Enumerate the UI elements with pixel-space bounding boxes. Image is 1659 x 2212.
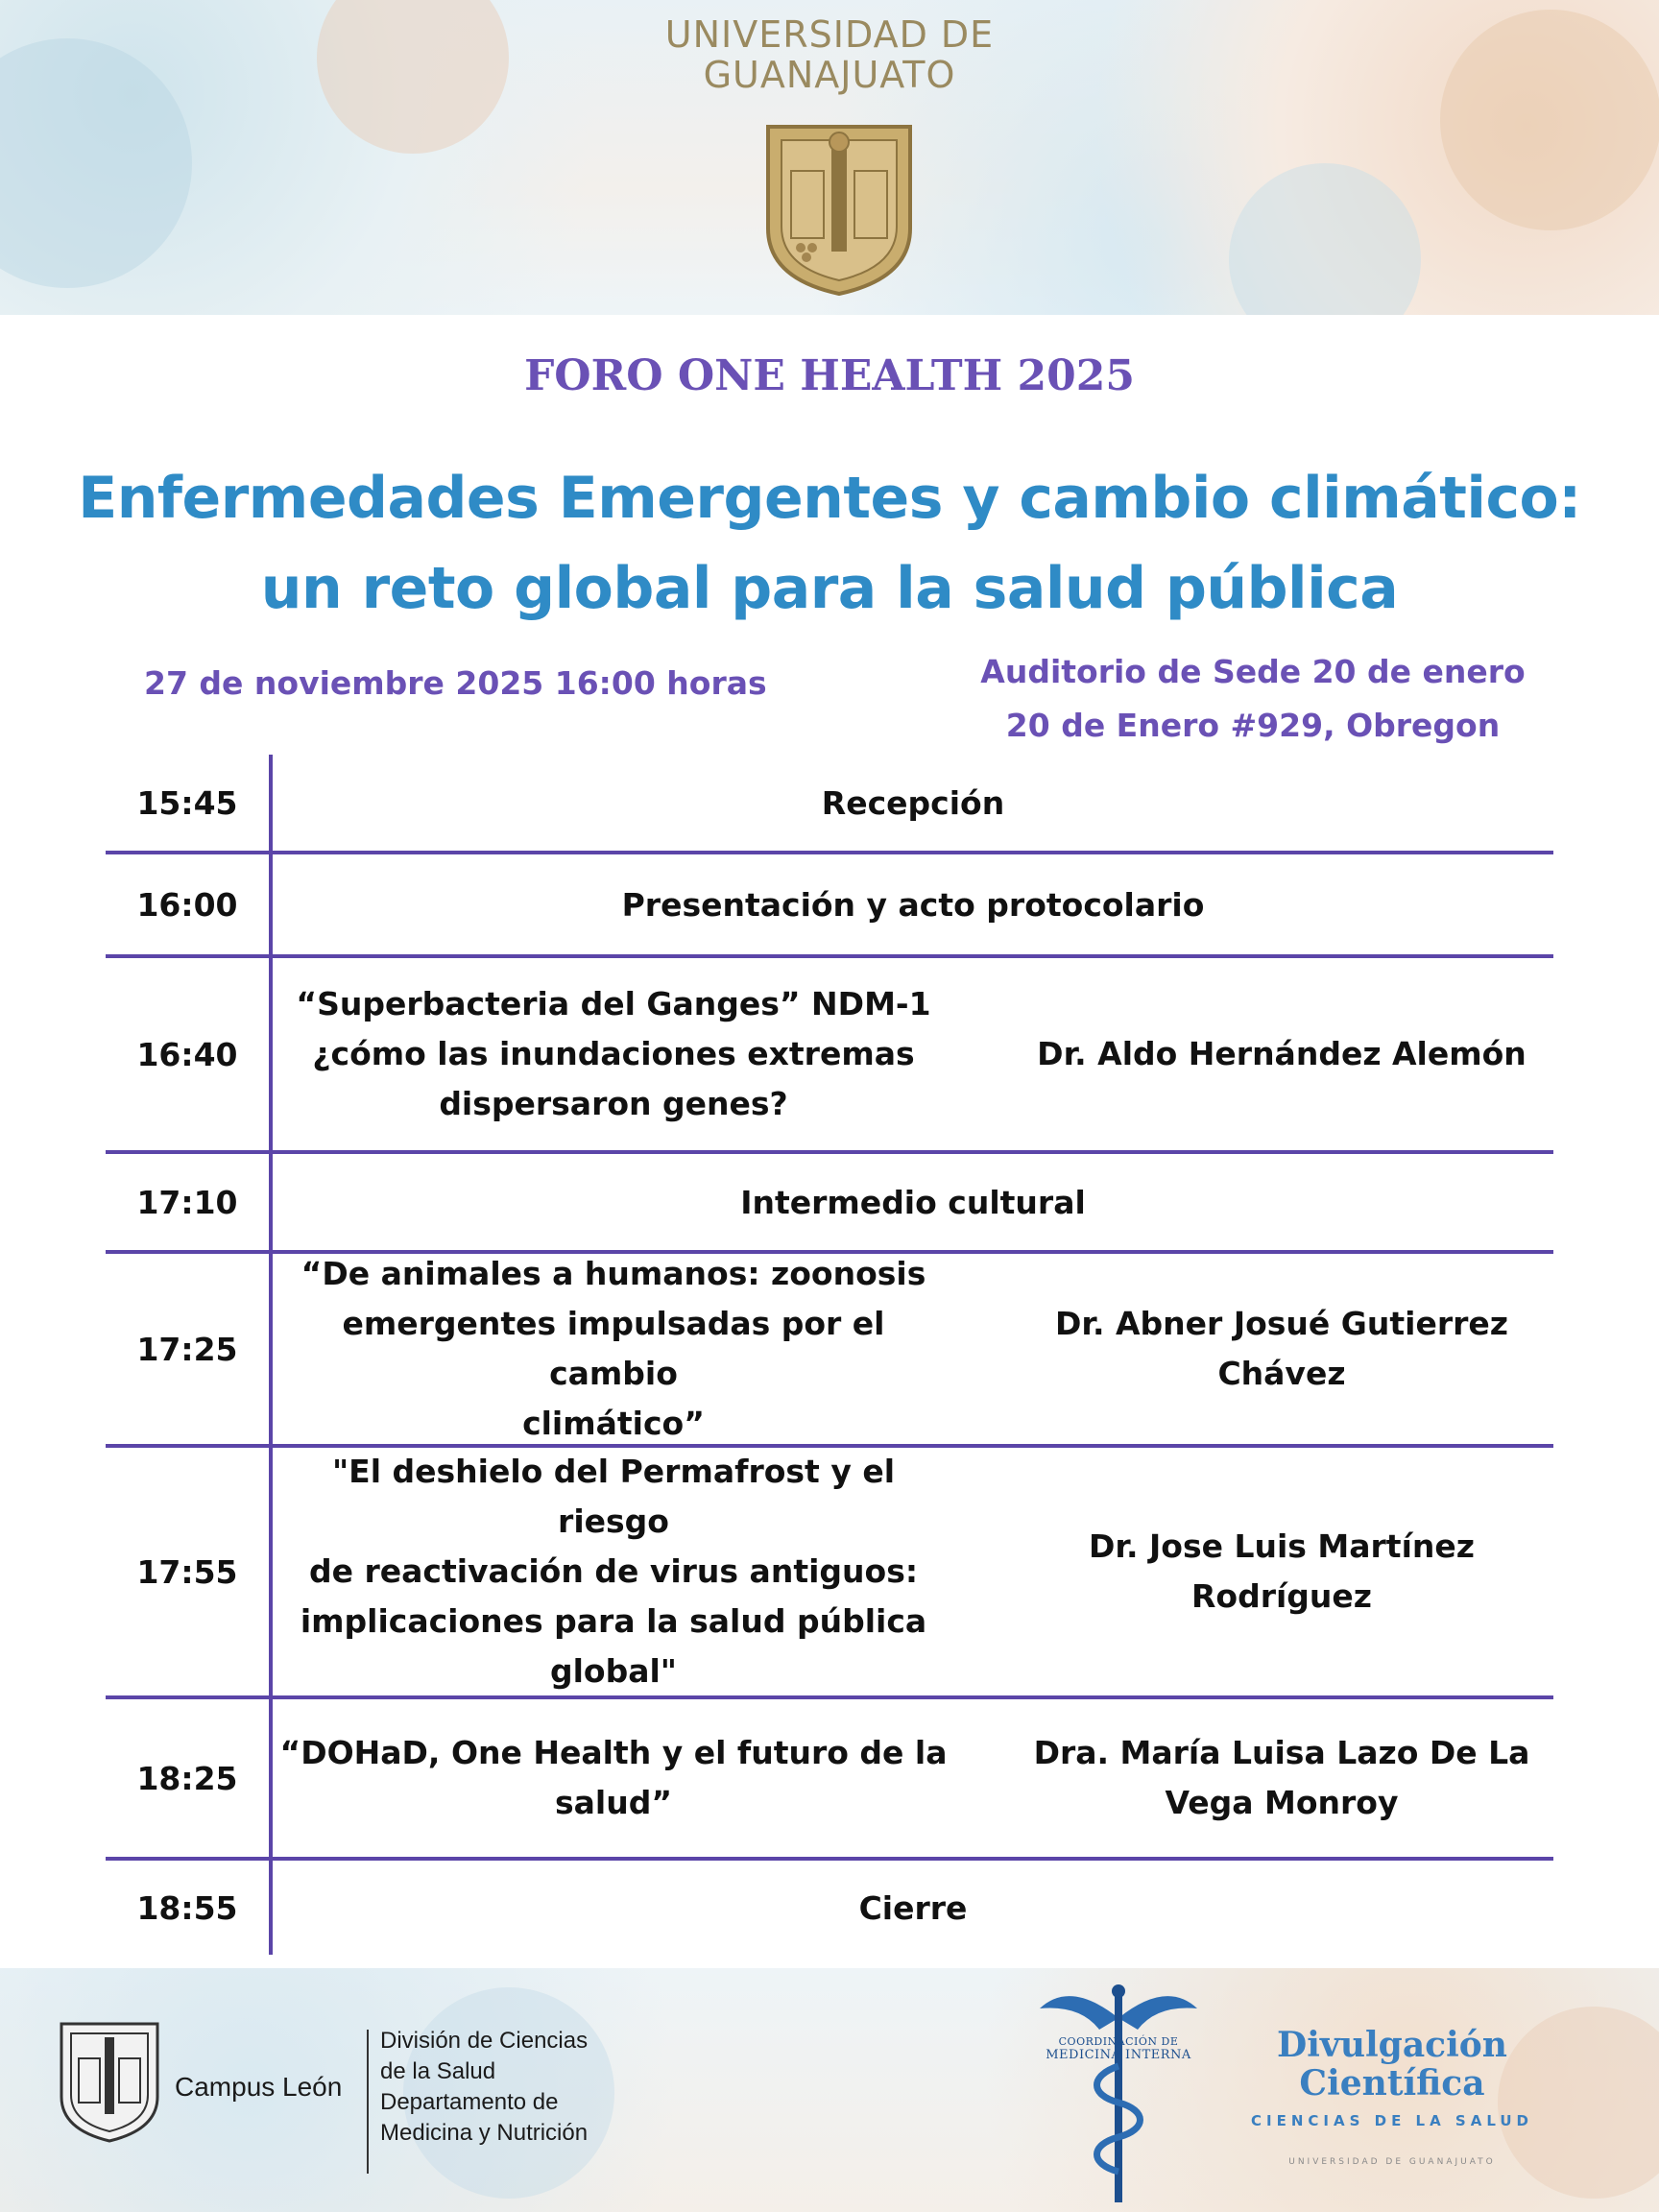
university-seal-icon: [758, 113, 920, 298]
talk-title: [273, 979, 954, 1129]
talk-title-line: climático”: [522, 1405, 705, 1442]
virus-decoration: [1229, 163, 1421, 315]
event-date: 27 de noviembre 2025 16:00 horas: [144, 664, 767, 702]
divulgacion-line2: Científica: [1299, 2063, 1485, 2104]
agenda-row: [106, 1861, 1553, 1955]
venue-line2: 20 de Enero #929, Obregon: [1005, 707, 1501, 744]
agenda-time: 18:55: [136, 1888, 238, 1927]
medicina-line: MEDICINA INTERNA: [1046, 2048, 1191, 2062]
agenda-title: Presentación y acto protocolario: [621, 885, 1205, 924]
talk-title-line: “De animales a humanos: zoonosis: [301, 1255, 926, 1292]
agenda-row: [106, 958, 1553, 1150]
agenda-time: 15:45: [136, 783, 238, 822]
agenda-row: [106, 1699, 1553, 1857]
agenda-title: Intermedio cultural: [740, 1183, 1086, 1221]
division-line: Departamento de: [380, 2089, 559, 2115]
event-title-line2: un reto global para la salud pública: [260, 555, 1399, 622]
agenda-title: Cierre: [858, 1888, 968, 1927]
header-banner: [0, 0, 1659, 315]
talk-title: [273, 1249, 954, 1449]
divulgacion-line1: Divulgación: [1277, 2025, 1507, 2065]
division-line: División de Ciencias: [380, 2028, 589, 2054]
agenda-row: [106, 1448, 1553, 1695]
agenda-title: Recepción: [821, 783, 1005, 822]
agenda-time: 17:55: [136, 1552, 238, 1591]
footer-divider: [367, 2030, 369, 2174]
agenda-row: [106, 755, 1553, 851]
agenda-time: 17:10: [136, 1183, 238, 1221]
event-title: [0, 453, 1659, 634]
divulgacion-logo: [1248, 2026, 1536, 2103]
agenda-time: 16:00: [136, 885, 238, 924]
divulgacion-university: UNIVERSIDAD DE GUANAJUATO: [1288, 2157, 1496, 2167]
speaker-name-line: Chávez: [1217, 1355, 1346, 1392]
speaker-name-line: Dr. Aldo Hernández Alemón: [1037, 1035, 1527, 1072]
speaker-name-line: Dr. Jose Luis Martínez: [1089, 1527, 1475, 1565]
event-venue: [946, 645, 1560, 753]
talk-title-line: implicaciones para la salud pública: [300, 1602, 927, 1640]
venue-line1: Auditorio de Sede 20 de enero: [980, 653, 1526, 690]
footer-banner: [0, 1968, 1659, 2212]
speaker-name: [1013, 1299, 1551, 1399]
speaker-name: [1013, 1728, 1551, 1828]
talk-title-line: ¿cómo las inundaciones extremas: [312, 1035, 915, 1072]
agenda-time: 17:25: [136, 1330, 238, 1368]
medicina-interna-text: [1032, 2035, 1205, 2062]
speaker-name-line: Dr. Abner Josué Gutierrez: [1055, 1305, 1508, 1342]
divulgacion-subtitle: CIENCIAS DE LA SALUD: [1251, 2112, 1533, 2129]
agenda-row: [106, 1254, 1553, 1444]
speaker-name-line: Vega Monroy: [1165, 1784, 1399, 1821]
agenda-time: 18:25: [136, 1759, 238, 1797]
division-line: Medicina y Nutrición: [380, 2120, 589, 2146]
medicina-interna-logo-icon: [1032, 1980, 1205, 2210]
talk-title-line: de reactivación de virus antiguos:: [308, 1552, 919, 1590]
talk-title-line: "El deshielo del Permafrost y el riesgo: [331, 1453, 896, 1540]
talk-title-line: emergentes impulsadas por el cambio: [342, 1305, 885, 1392]
division-name: [380, 2026, 588, 2149]
talk-title-line: salud”: [554, 1784, 673, 1821]
agenda-row: [106, 854, 1553, 954]
event-title-line1: Enfermedades Emergentes y cambio climático:: [78, 465, 1581, 532]
medicina-line: COORDINACIÓN DE: [1058, 2035, 1179, 2048]
talk-title-line: “DOHaD, One Health y el futuro de la: [279, 1734, 948, 1771]
speaker-name: [1013, 1522, 1551, 1622]
talk-title-line: “Superbacteria del Ganges” NDM-1: [296, 985, 931, 1022]
campus-seal-icon: [56, 2016, 163, 2145]
talk-title: [273, 1447, 954, 1696]
agenda-row: [106, 1154, 1553, 1250]
speaker-name-line: Rodríguez: [1191, 1577, 1372, 1615]
talk-title: [273, 1728, 954, 1828]
campus-name: Campus León: [175, 2072, 343, 2102]
forum-title: FORO ONE HEALTH 2025: [524, 351, 1135, 400]
agenda-table: [106, 755, 1553, 1955]
university-name-line2: GUANAJUATO: [703, 54, 956, 96]
division-line: de la Salud: [380, 2058, 496, 2084]
talk-title-line: dispersaron genes?: [439, 1085, 788, 1122]
speaker-name: [1013, 1029, 1551, 1079]
agenda-time: 16:40: [136, 1035, 238, 1073]
talk-title-line: global": [550, 1652, 677, 1690]
university-name-line1: UNIVERSIDAD DE: [664, 13, 995, 56]
speaker-name-line: Dra. María Luisa Lazo De La: [1033, 1734, 1530, 1771]
